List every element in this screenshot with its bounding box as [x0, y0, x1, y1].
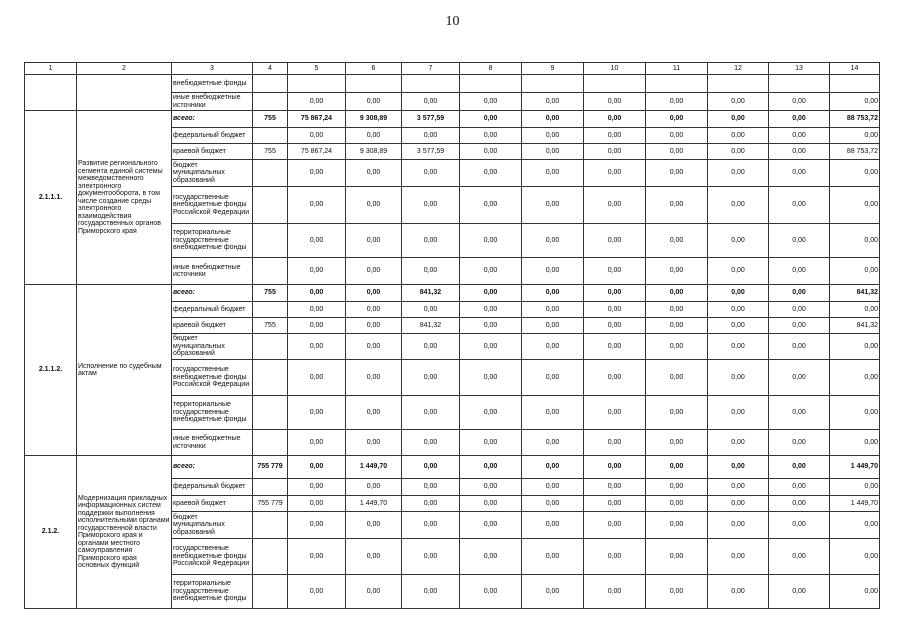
- amount-cell: 0,00: [346, 224, 402, 258]
- amount-cell: 0,00: [346, 160, 402, 187]
- amount-cell: 0,00: [460, 360, 522, 396]
- amount-cell: 0,00: [646, 93, 708, 111]
- amount-cell: 0,00: [346, 575, 402, 609]
- amount-cell: 0,00: [288, 512, 346, 539]
- amount-cell: 0,00: [346, 334, 402, 360]
- measure-name: Развитие регионального сегмента единой системы межведомственного электронного документооборота, в том числе создание среды электронного взаимодействия государственных органов Приморского края: [77, 111, 172, 285]
- amount-cell: 0,00: [460, 224, 522, 258]
- amount-cell: 0,00: [522, 111, 584, 128]
- amount-cell: 0,00: [522, 285, 584, 302]
- amount-cell: [460, 75, 522, 93]
- measure-name: Модернизация прикладных информационных систем поддержки выполнения исполнительными органами государственной власти Приморского края и органами местного самоуправления Приморского края основных функций: [77, 456, 172, 609]
- column-header-7: 7: [402, 63, 460, 75]
- amount-cell: 0,00: [646, 111, 708, 128]
- amount-cell: 75 867,24: [288, 111, 346, 128]
- amount-cell: [522, 75, 584, 93]
- amount-cell: 0,00: [522, 224, 584, 258]
- amount-cell: 0,00: [769, 93, 830, 111]
- amount-cell: 0,00: [288, 539, 346, 575]
- amount-cell: 0,00: [460, 187, 522, 224]
- funding-source: всего:: [172, 111, 253, 128]
- amount-cell: 0,00: [460, 111, 522, 128]
- amount-cell: 0,00: [460, 456, 522, 479]
- column-header-13: 13: [769, 63, 830, 75]
- budget-table: [24, 62, 880, 609]
- amount-cell: 0,00: [346, 187, 402, 224]
- amount-cell: 0,00: [288, 302, 346, 318]
- amount-cell: 0,00: [584, 575, 646, 609]
- grbs-code: [253, 75, 288, 93]
- amount-cell: 0,00: [460, 575, 522, 609]
- measure-code: 2.1.2.: [25, 456, 77, 609]
- amount-cell: [646, 75, 708, 93]
- column-header-10: 10: [584, 63, 646, 75]
- amount-cell: 0,00: [288, 575, 346, 609]
- amount-cell: 0,00: [646, 512, 708, 539]
- amount-cell: 0,00: [769, 479, 830, 496]
- total-amount-cell: 0,00: [830, 187, 880, 224]
- grbs-code: 755: [253, 318, 288, 334]
- amount-cell: 0,00: [402, 360, 460, 396]
- funding-source: бюджет муниципальных образований: [172, 160, 253, 187]
- amount-cell: 0,00: [522, 396, 584, 430]
- funding-source: бюджет муниципальных образований: [172, 512, 253, 539]
- funding-source: государственные внебюджетные фонды Российской Федерации: [172, 187, 253, 224]
- amount-cell: 0,00: [584, 334, 646, 360]
- grbs-code: [253, 128, 288, 144]
- amount-cell: 0,00: [402, 496, 460, 512]
- amount-cell: 0,00: [288, 456, 346, 479]
- total-amount-cell: 88 753,72: [830, 111, 880, 128]
- amount-cell: 0,00: [522, 539, 584, 575]
- amount-cell: 0,00: [584, 318, 646, 334]
- total-amount-cell: 841,32: [830, 318, 880, 334]
- amount-cell: 0,00: [646, 430, 708, 456]
- amount-cell: 0,00: [708, 160, 769, 187]
- column-header-11: 11: [646, 63, 708, 75]
- amount-cell: 0,00: [646, 539, 708, 575]
- amount-cell: 0,00: [769, 430, 830, 456]
- amount-cell: 0,00: [522, 575, 584, 609]
- amount-cell: 0,00: [646, 396, 708, 430]
- grbs-code: 755: [253, 144, 288, 160]
- amount-cell: 0,00: [402, 187, 460, 224]
- funding-source: всего:: [172, 285, 253, 302]
- amount-cell: 0,00: [522, 512, 584, 539]
- measure-name: [77, 75, 172, 111]
- funding-source: иные внебюджетные источники: [172, 93, 253, 111]
- amount-cell: 0,00: [460, 512, 522, 539]
- column-header-14: 14: [830, 63, 880, 75]
- measure-code: [25, 75, 77, 111]
- amount-cell: 841,32: [402, 285, 460, 302]
- amount-cell: 9 308,89: [346, 111, 402, 128]
- grbs-code: [253, 430, 288, 456]
- total-amount-cell: 0,00: [830, 430, 880, 456]
- funding-source: федеральный бюджет: [172, 128, 253, 144]
- amount-cell: 9 308,89: [346, 144, 402, 160]
- grbs-code: 755 779: [253, 496, 288, 512]
- amount-cell: 0,00: [402, 456, 460, 479]
- amount-cell: 3 577,59: [402, 144, 460, 160]
- column-header-8: 8: [460, 63, 522, 75]
- amount-cell: 0,00: [402, 160, 460, 187]
- grbs-code: [253, 360, 288, 396]
- amount-cell: 0,00: [769, 318, 830, 334]
- amount-cell: 0,00: [522, 187, 584, 224]
- grbs-code: [253, 512, 288, 539]
- amount-cell: 0,00: [402, 93, 460, 111]
- amount-cell: 0,00: [460, 160, 522, 187]
- funding-source: государственные внебюджетные фонды Российской Федерации: [172, 539, 253, 575]
- amount-cell: 0,00: [288, 187, 346, 224]
- amount-cell: 0,00: [460, 258, 522, 285]
- amount-cell: 0,00: [584, 128, 646, 144]
- amount-cell: 0,00: [769, 128, 830, 144]
- total-amount-cell: 0,00: [830, 224, 880, 258]
- amount-cell: 0,00: [708, 575, 769, 609]
- grbs-code: [253, 160, 288, 187]
- table-body: [25, 75, 880, 609]
- amount-cell: 0,00: [769, 512, 830, 539]
- grbs-code: 755: [253, 285, 288, 302]
- amount-cell: 0,00: [584, 396, 646, 430]
- amount-cell: 0,00: [584, 430, 646, 456]
- amount-cell: 0,00: [346, 479, 402, 496]
- total-amount-cell: [830, 75, 880, 93]
- amount-cell: 0,00: [522, 479, 584, 496]
- funding-source: краевой бюджет: [172, 496, 253, 512]
- amount-cell: 0,00: [708, 302, 769, 318]
- amount-cell: 3 577,59: [402, 111, 460, 128]
- amount-cell: 0,00: [522, 128, 584, 144]
- total-amount-cell: 0,00: [830, 128, 880, 144]
- amount-cell: 0,00: [584, 144, 646, 160]
- header-row: [25, 63, 880, 75]
- amount-cell: 0,00: [522, 302, 584, 318]
- total-amount-cell: 1 449,70: [830, 496, 880, 512]
- amount-cell: 0,00: [522, 334, 584, 360]
- amount-cell: 0,00: [460, 128, 522, 144]
- amount-cell: 0,00: [584, 187, 646, 224]
- amount-cell: 0,00: [522, 160, 584, 187]
- amount-cell: 0,00: [646, 479, 708, 496]
- amount-cell: 0,00: [769, 334, 830, 360]
- amount-cell: 0,00: [460, 496, 522, 512]
- amount-cell: 0,00: [646, 160, 708, 187]
- funding-source: федеральный бюджет: [172, 479, 253, 496]
- amount-cell: 0,00: [646, 187, 708, 224]
- amount-cell: 0,00: [584, 302, 646, 318]
- amount-cell: 0,00: [708, 144, 769, 160]
- amount-cell: 0,00: [402, 430, 460, 456]
- amount-cell: 0,00: [460, 144, 522, 160]
- funding-source: государственные внебюджетные фонды Российской Федерации: [172, 360, 253, 396]
- amount-cell: 0,00: [646, 334, 708, 360]
- page-number: 10: [445, 14, 460, 29]
- amount-cell: 0,00: [708, 93, 769, 111]
- amount-cell: [288, 75, 346, 93]
- measure-code: 2.1.1.2.: [25, 285, 77, 456]
- funding-source: территориальные государственные внебюджетные фонды: [172, 224, 253, 258]
- amount-cell: 0,00: [708, 496, 769, 512]
- amount-cell: 0,00: [646, 258, 708, 285]
- column-header-2: 2: [77, 63, 172, 75]
- column-header-6: 6: [346, 63, 402, 75]
- amount-cell: 0,00: [402, 334, 460, 360]
- amount-cell: 0,00: [584, 512, 646, 539]
- amount-cell: 0,00: [769, 258, 830, 285]
- amount-cell: 0,00: [646, 360, 708, 396]
- total-amount-cell: 0,00: [830, 334, 880, 360]
- amount-cell: 0,00: [708, 396, 769, 430]
- amount-cell: 0,00: [460, 318, 522, 334]
- amount-cell: 0,00: [402, 479, 460, 496]
- amount-cell: 0,00: [769, 456, 830, 479]
- amount-cell: [769, 75, 830, 93]
- amount-cell: 0,00: [288, 318, 346, 334]
- amount-cell: 0,00: [460, 479, 522, 496]
- amount-cell: 0,00: [646, 144, 708, 160]
- amount-cell: 0,00: [346, 302, 402, 318]
- amount-cell: 0,00: [708, 285, 769, 302]
- amount-cell: 0,00: [346, 430, 402, 456]
- funding-source: федеральный бюджет: [172, 302, 253, 318]
- amount-cell: 0,00: [522, 144, 584, 160]
- amount-cell: 0,00: [708, 430, 769, 456]
- amount-cell: 0,00: [584, 111, 646, 128]
- funding-source: всего:: [172, 456, 253, 479]
- amount-cell: 0,00: [646, 224, 708, 258]
- total-amount-cell: 0,00: [830, 396, 880, 430]
- funding-source: внебюджетные фонды: [172, 75, 253, 93]
- grbs-code: [253, 575, 288, 609]
- amount-cell: 0,00: [288, 479, 346, 496]
- total-amount-cell: 0,00: [830, 512, 880, 539]
- grbs-code: [253, 224, 288, 258]
- amount-cell: 0,00: [288, 430, 346, 456]
- funding-source: иные внебюджетные источники: [172, 430, 253, 456]
- amount-cell: 0,00: [288, 224, 346, 258]
- amount-cell: 0,00: [522, 93, 584, 111]
- funding-source: иные внебюджетные источники: [172, 258, 253, 285]
- total-amount-cell: 0,00: [830, 302, 880, 318]
- amount-cell: 0,00: [584, 93, 646, 111]
- amount-cell: 0,00: [584, 360, 646, 396]
- amount-cell: 0,00: [346, 539, 402, 575]
- total-amount-cell: 0,00: [830, 575, 880, 609]
- table-row: [25, 456, 880, 479]
- amount-cell: 0,00: [522, 456, 584, 479]
- amount-cell: 0,00: [584, 496, 646, 512]
- amount-cell: 0,00: [346, 258, 402, 285]
- amount-cell: 0,00: [522, 360, 584, 396]
- grbs-code: [253, 396, 288, 430]
- amount-cell: 0,00: [346, 318, 402, 334]
- amount-cell: 0,00: [460, 285, 522, 302]
- table-row: [25, 111, 880, 128]
- amount-cell: 0,00: [288, 285, 346, 302]
- amount-cell: 1 449,70: [346, 456, 402, 479]
- amount-cell: 0,00: [460, 430, 522, 456]
- amount-cell: 0,00: [584, 285, 646, 302]
- amount-cell: 0,00: [769, 144, 830, 160]
- amount-cell: 0,00: [646, 302, 708, 318]
- amount-cell: [346, 75, 402, 93]
- grbs-code: [253, 334, 288, 360]
- amount-cell: 0,00: [708, 187, 769, 224]
- amount-cell: 0,00: [522, 258, 584, 285]
- grbs-code: [253, 93, 288, 111]
- funding-source: территориальные государственные внебюджетные фонды: [172, 396, 253, 430]
- amount-cell: 0,00: [769, 575, 830, 609]
- amount-cell: 0,00: [460, 93, 522, 111]
- amount-cell: 0,00: [708, 258, 769, 285]
- amount-cell: 0,00: [708, 360, 769, 396]
- total-amount-cell: 841,32: [830, 285, 880, 302]
- amount-cell: 0,00: [346, 396, 402, 430]
- amount-cell: 0,00: [584, 479, 646, 496]
- total-amount-cell: 1 449,70: [830, 456, 880, 479]
- amount-cell: 0,00: [288, 334, 346, 360]
- column-header-5: 5: [288, 63, 346, 75]
- amount-cell: 0,00: [346, 512, 402, 539]
- amount-cell: 0,00: [769, 224, 830, 258]
- amount-cell: 0,00: [646, 575, 708, 609]
- measure-name: Исполнение по судебным актам: [77, 285, 172, 456]
- total-amount-cell: 0,00: [830, 160, 880, 187]
- amount-cell: 0,00: [460, 396, 522, 430]
- amount-cell: 0,00: [769, 539, 830, 575]
- amount-cell: 0,00: [708, 539, 769, 575]
- amount-cell: 0,00: [708, 334, 769, 360]
- column-header-3: 3: [172, 63, 253, 75]
- table-row: [25, 285, 880, 302]
- amount-cell: 841,32: [402, 318, 460, 334]
- amount-cell: 0,00: [460, 539, 522, 575]
- amount-cell: 0,00: [769, 302, 830, 318]
- amount-cell: 0,00: [708, 456, 769, 479]
- amount-cell: 0,00: [460, 302, 522, 318]
- amount-cell: [584, 75, 646, 93]
- amount-cell: 0,00: [769, 360, 830, 396]
- amount-cell: 0,00: [584, 539, 646, 575]
- total-amount-cell: 88 753,72: [830, 144, 880, 160]
- amount-cell: 0,00: [769, 285, 830, 302]
- amount-cell: 0,00: [346, 360, 402, 396]
- measure-code: 2.1.1.1.: [25, 111, 77, 285]
- amount-cell: 0,00: [288, 93, 346, 111]
- grbs-code: [253, 479, 288, 496]
- column-header-12: 12: [708, 63, 769, 75]
- amount-cell: 0,00: [708, 224, 769, 258]
- funding-source: территориальные государственные внебюджетные фонды: [172, 575, 253, 609]
- total-amount-cell: 0,00: [830, 479, 880, 496]
- funding-source: краевой бюджет: [172, 144, 253, 160]
- amount-cell: 0,00: [769, 160, 830, 187]
- amount-cell: 0,00: [288, 258, 346, 285]
- amount-cell: 0,00: [708, 512, 769, 539]
- amount-cell: 0,00: [769, 496, 830, 512]
- funding-source: краевой бюджет: [172, 318, 253, 334]
- amount-cell: 0,00: [288, 496, 346, 512]
- amount-cell: 0,00: [584, 456, 646, 479]
- amount-cell: 0,00: [402, 128, 460, 144]
- grbs-code: [253, 258, 288, 285]
- total-amount-cell: 0,00: [830, 360, 880, 396]
- amount-cell: [402, 75, 460, 93]
- amount-cell: 0,00: [402, 512, 460, 539]
- amount-cell: 0,00: [402, 224, 460, 258]
- amount-cell: 0,00: [584, 224, 646, 258]
- amount-cell: 0,00: [522, 318, 584, 334]
- amount-cell: 0,00: [402, 575, 460, 609]
- amount-cell: 0,00: [708, 111, 769, 128]
- column-header-1: 1: [25, 63, 77, 75]
- amount-cell: 0,00: [646, 128, 708, 144]
- amount-cell: 0,00: [346, 93, 402, 111]
- amount-cell: 75 867,24: [288, 144, 346, 160]
- funding-source: бюджет муниципальных образований: [172, 334, 253, 360]
- total-amount-cell: 0,00: [830, 258, 880, 285]
- amount-cell: 0,00: [288, 396, 346, 430]
- column-header-4: 4: [253, 63, 288, 75]
- amount-cell: 0,00: [646, 318, 708, 334]
- table-row: [25, 75, 880, 93]
- amount-cell: 0,00: [402, 539, 460, 575]
- amount-cell: 0,00: [769, 396, 830, 430]
- amount-cell: 0,00: [769, 111, 830, 128]
- amount-cell: 0,00: [402, 258, 460, 285]
- amount-cell: 0,00: [584, 258, 646, 285]
- grbs-code: [253, 539, 288, 575]
- amount-cell: 0,00: [522, 496, 584, 512]
- total-amount-cell: 0,00: [830, 539, 880, 575]
- amount-cell: 0,00: [288, 128, 346, 144]
- amount-cell: 0,00: [522, 430, 584, 456]
- amount-cell: 0,00: [646, 496, 708, 512]
- amount-cell: 0,00: [646, 456, 708, 479]
- amount-cell: 0,00: [402, 302, 460, 318]
- grbs-code: 755 779: [253, 456, 288, 479]
- grbs-code: [253, 302, 288, 318]
- column-header-9: 9: [522, 63, 584, 75]
- amount-cell: 0,00: [708, 128, 769, 144]
- amount-cell: 0,00: [769, 187, 830, 224]
- amount-cell: 0,00: [288, 360, 346, 396]
- amount-cell: 0,00: [460, 334, 522, 360]
- amount-cell: 0,00: [708, 479, 769, 496]
- grbs-code: 755: [253, 111, 288, 128]
- amount-cell: 1 449,70: [346, 496, 402, 512]
- amount-cell: 0,00: [288, 160, 346, 187]
- amount-cell: 0,00: [346, 128, 402, 144]
- amount-cell: 0,00: [708, 318, 769, 334]
- amount-cell: 0,00: [584, 160, 646, 187]
- amount-cell: 0,00: [646, 285, 708, 302]
- amount-cell: 0,00: [402, 396, 460, 430]
- total-amount-cell: 0,00: [830, 93, 880, 111]
- amount-cell: [708, 75, 769, 93]
- amount-cell: 0,00: [346, 285, 402, 302]
- grbs-code: [253, 187, 288, 224]
